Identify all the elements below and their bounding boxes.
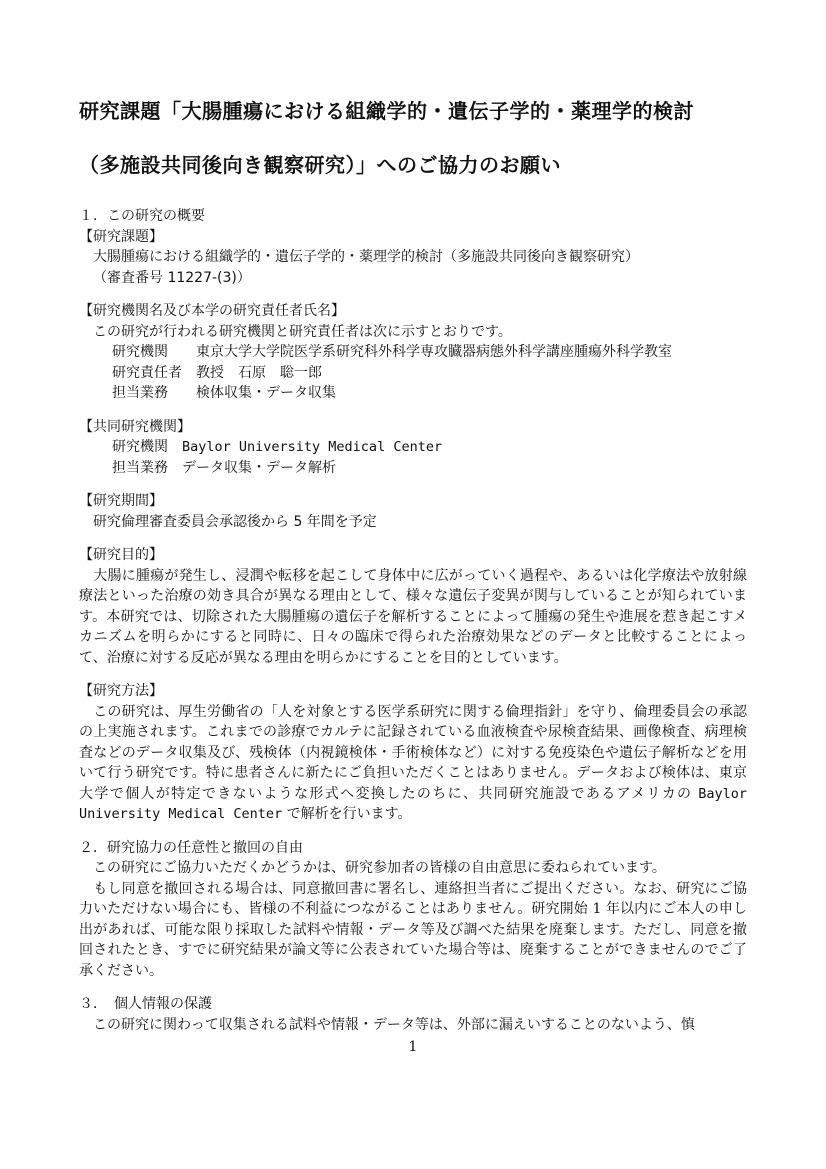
method-paragraph [79, 702, 747, 825]
section-privacy [79, 994, 747, 1035]
collaborator-row-organization [79, 437, 747, 458]
method-label: 【研究方法】 [79, 683, 163, 699]
collaborator-row-duties: 担当業務 データ収集・データ解析 [112, 459, 336, 476]
spacer [79, 981, 747, 994]
title-line-2: （多施設共同後向き観察研究）」へのご協力のお願い [79, 153, 561, 177]
purpose-paragraph: 大腸に腫瘍が発生し、浸潤や転移を起こして身体中に広がっていく過程や、あるいは化学療法や放射線療法といった治療の効き具合が異なる理由として、様々な遺伝子変異が関与していることが知られています。本研究では、切除された大腸腫瘍の遺伝子を解析することによって腫瘍の発生や進展を惹き起こすメカニズムを明らかにすると同時に、日々の臨床で得られた治療効果などのデータと比較することによって、治療に対する反応が異なる理由を明らかにすることを目的としています。 [79, 567, 747, 666]
voluntariness-paragraph-2 [79, 879, 747, 982]
institution-row-investigator: 研究責任者 教授 石原 聡一郎 [112, 364, 322, 381]
page-number: 1 [408, 1039, 418, 1055]
spacer [79, 532, 747, 545]
collaborator-prefix: 研究機関 [112, 439, 182, 455]
method-org-name: Baylor University Medical Center [79, 785, 747, 822]
review-number: （審査番号 11227-(3)） [93, 269, 251, 286]
withdrawal-text-rest: にご本人の申し出があれば、可能な限り採取した試料や情報・データ等及び調べた結果を廃棄します。ただし、同意を撤回されたとき、すでに研究結果が論文等に公表されていた場合等は、廃棄することができませんのでご了承ください。 [79, 901, 747, 979]
spacer [79, 404, 747, 417]
spacer [79, 668, 747, 681]
spacer [79, 288, 747, 301]
spacer [79, 825, 747, 838]
withdrawal-text-gothic: もし同意を撤回される場合は、同意撤回書に署名し、連絡担当者にご提出ください。なお、研究にご協力いただけない場合にも、皆様の不利益につながることはありません。 [79, 880, 747, 917]
research-title-label: 【研究課題】 [79, 228, 163, 245]
document-title [79, 84, 747, 192]
withdrawal-text-serif: 研究開始 1 年以内 [531, 901, 649, 917]
title-line-1: 研究課題「大腸腫瘍における組織学的・遺伝子学的・薬理学的検討 [79, 99, 694, 123]
purpose-label: 【研究目的】 [79, 547, 163, 563]
voluntariness-paragraph-1: この研究にご協力いただくかどうかは、研究参加者の皆様の自由意思に委ねられています。 [79, 860, 666, 876]
period-label: 【研究期間】 [79, 493, 163, 509]
institution-intro: この研究が行われる研究機関と研究責任者は次に示すとおりです。 [93, 323, 512, 340]
spacer [79, 478, 747, 491]
period-text: 研究倫理審査委員会承認後から 5 年間を予定 [93, 513, 377, 530]
method-text-after: で解析を行います。 [282, 806, 412, 822]
research-title-text: 大腸腫瘍における組織学的・遺伝子学的・薬理学的検討（多施設共同後向き観察研究） [93, 249, 639, 265]
institution-label: 【研究機関名及び本学の研究責任者氏名】 [79, 303, 345, 319]
privacy-paragraph: この研究に関わって収集される試料や情報・データ等は、外部に漏えいすることのないよう、慎 [79, 1016, 695, 1033]
collaborator-org-name: Baylor University Medical Center [182, 439, 443, 455]
collaborator-label: 【共同研究機関】 [79, 418, 191, 435]
method-text-before: この研究は、厚生労働省の「人を対象とする医学系研究に関する倫理指針」を守り、倫理委員会の承認の上実施されます。これまでの診療でカルテに記録されている血液検査や尿検査結果、画像検査、病理検査などのデータ収集及び、残検体（内視鏡検体・手術検体など）に対する免疫染色や遺伝子解析などを用いて行う研究です。特に患者さんに新たにご負担いただくことはありません。データおよび検体は、東京大学で個人が特定できないような形式へ変換したのちに、共同研究施設であるアメリカの [79, 703, 747, 802]
section-2-heading: ２．研究協力の任意性と撤回の自由 [79, 839, 303, 856]
institution-row-organization: 研究機関 東京大学大学院医学系研究科外科学専攻臓器病態外科学講座腫瘍外科学教室 [112, 344, 672, 360]
section-1-heading: １．この研究の概要 [79, 208, 205, 224]
institution-row-duties: 担当業務 検体収集・データ収集 [112, 385, 336, 401]
section-overview [79, 206, 747, 825]
section-3-heading: ３． 個人情報の保護 [79, 996, 212, 1012]
section-voluntariness [79, 838, 747, 982]
